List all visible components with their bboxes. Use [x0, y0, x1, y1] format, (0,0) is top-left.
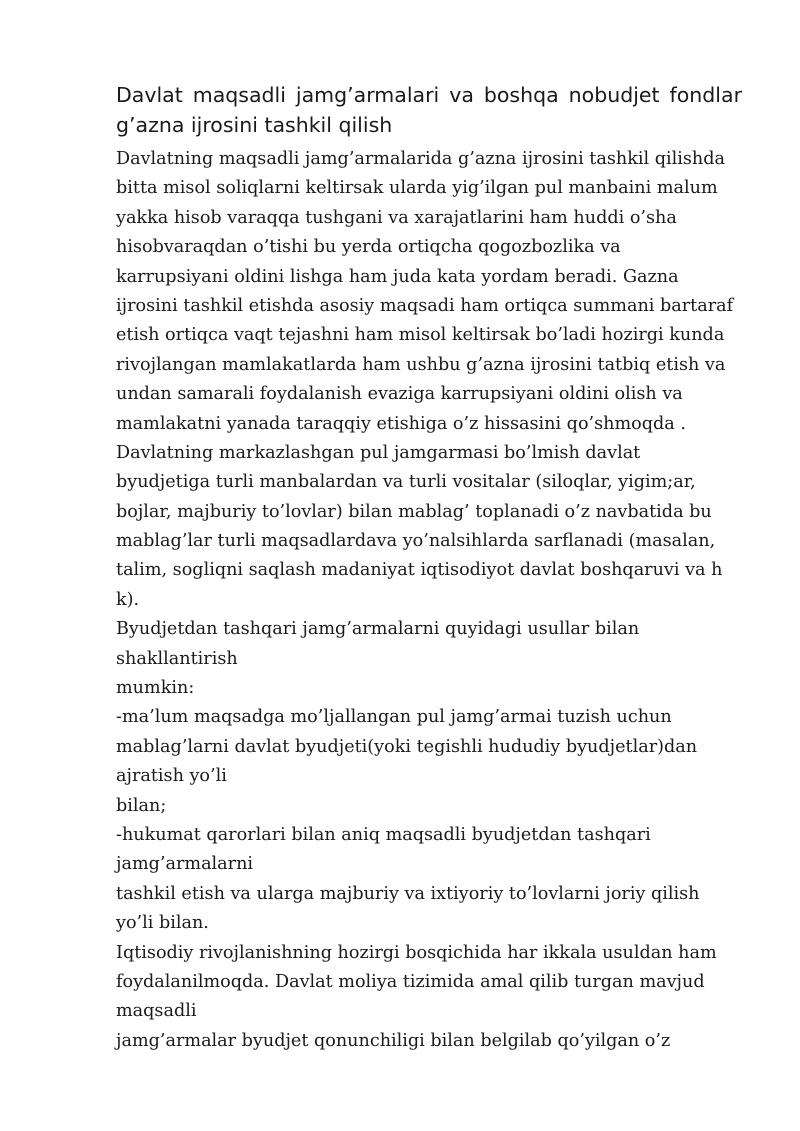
text-line: rivojlangan mamlakatlarda ham ushbu g’azna ijrosini tatbiq etish va [116, 354, 726, 375]
text-line: yo’li bilan. [116, 913, 209, 934]
text-line: karrupsiyani oldini lishga ham juda kata yordam beradi. Gazna [116, 266, 679, 287]
text-line: hisobvaraqdan o’tishi bu yerda ortiqcha qogozbozlika va [116, 237, 621, 258]
text-line: mablag’lar turli maqsadlardava yo’nalsihlarda sarflanadi (masalan, [116, 531, 716, 552]
text-line: mablag’larni davlat byudjeti(yoki tegishli hududiy byudjetlar)dan [116, 736, 698, 757]
text-line: bilan; [116, 795, 167, 816]
text-line: bojlar, majburiy to’lovlar) bilan mablag’ toplanadi o’z navbatida bu [116, 501, 712, 522]
text-line: mamlakatni yanada taraqqiy etishiga o’z hissasini qo’shmoqda . [116, 413, 686, 434]
text-line: Davlatning markazlashgan pul jamgarmasi bo’lmish davlat [116, 442, 641, 463]
text-line: mumkin: [116, 678, 195, 699]
page-title [116, 80, 742, 140]
text-line: -ma’lum maqsadga mo’ljallangan pul jamg’armai tuzish uchun [116, 707, 672, 728]
text-line: foydalanilmoqda. Davlat moliya tizimida amal qilib turgan mavjud [116, 971, 705, 992]
text-line: -hukumat qarorlari bilan aniq maqsadli byudjetdan tashqari [116, 824, 651, 845]
text-line: k). [116, 589, 140, 610]
text-line: jamg’armalarni [116, 854, 254, 875]
text-line: maqsadli [116, 1001, 197, 1022]
text-line: etish ortiqca vaqt tejashni ham misol keltirsak bo’ladi hozirgi kunda [116, 325, 725, 346]
text-line: ajratish yo’li [116, 766, 227, 787]
title-line-1: Davlat maqsadli jamg’armalari va boshqa nobudjet fondlar [116, 83, 742, 107]
text-line: yakka hisob varaqqa tushgani va xarajatlarini ham huddi o’sha [116, 207, 677, 228]
text-line: jamg’armalar byudjet qonunchiligi bilan belgilab qo’yilgan o’z [116, 1030, 671, 1051]
text-line: Iqtisodiy rivojlanishning hozirgi bosqichida har ikkala usuldan ham [116, 942, 717, 963]
text-line: ijrosini tashkil etishda asosiy maqsadi ham ortiqca summani bartaraf [116, 295, 734, 316]
title-line-2: g’azna ijrosini tashkil qilish [116, 113, 393, 137]
text-line: shakllantirish [116, 648, 238, 669]
text-line: Davlatning maqsadli jamg’armalarida g’azna ijrosini tashkil qilishda [116, 149, 725, 169]
text-line: bitta misol soliqlarni keltirsak ularda yig’ilgan pul manbaini malum [116, 178, 718, 199]
text-line: tashkil etish va ularga majburiy va ixtiyoriy to’lovlarni joriy qilish [116, 883, 700, 904]
text-line: undan samarali foydalanish evaziga karrupsiyani oldini olish va [116, 384, 683, 405]
body-text [116, 145, 756, 1056]
text-line: talim, sogliqni saqlash madaniyat iqtisodiyot davlat boshqaruvi va h [116, 560, 723, 581]
text-line: Byudjetdan tashqari jamg’armalarni quyidagi usullar bilan [116, 619, 640, 640]
text-line: byudjetiga turli manbalardan va turli vositalar (siloqlar, yigim;ar, [116, 472, 696, 493]
